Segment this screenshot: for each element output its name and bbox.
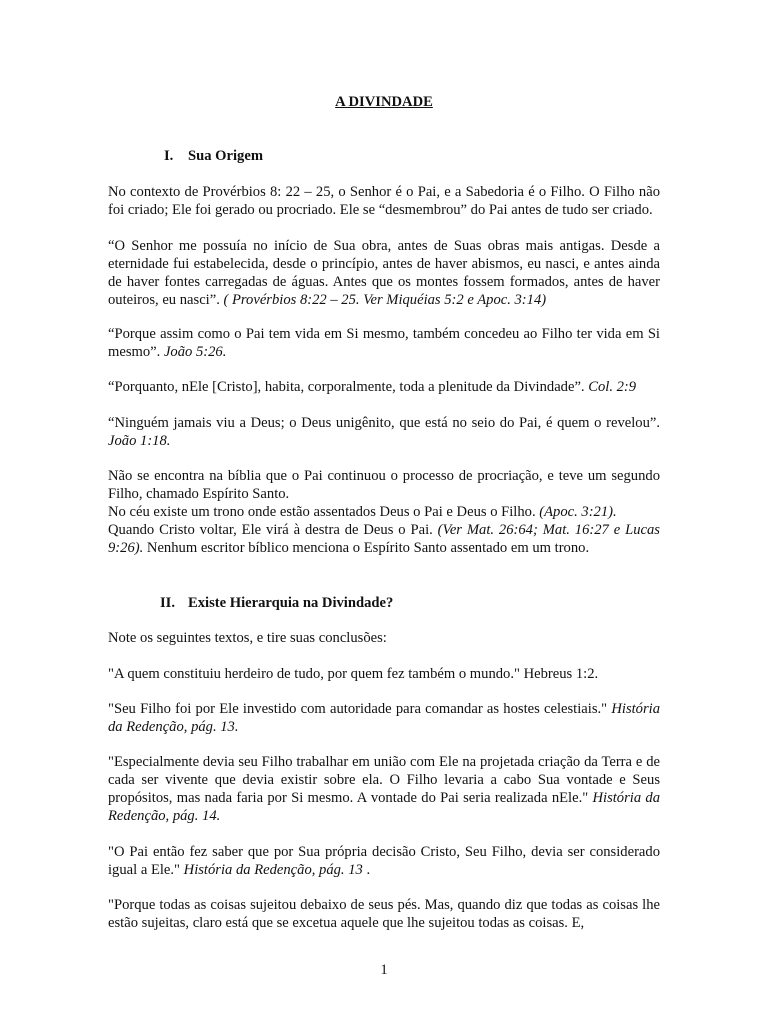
paragraph-text: .	[362, 862, 371, 878]
scripture-reference: ( Provérbios 8:22 – 25. Ver Miquéias 5:2 e Apoc. 3:14)	[223, 292, 547, 308]
paragraph-text: "Especialmente devia seu Filho trabalhar em união com Ele na projetada criação da Terra e de cada ser vivente que devia existir sobre ela. O Filho levaria a cabo Sua vontade e Seus propósitos, mas nada faria por Si mesmo. A vontade do Pai seria realizada nEle."	[108, 754, 660, 806]
paragraph	[108, 414, 660, 450]
paragraph-text: “Porque assim como o Pai tem vida em Si mesmo, também concedeu ao Filho ter vida em Si mesmo”.	[108, 326, 660, 360]
book-reference: História da Redenção, pág. 13	[183, 862, 363, 878]
paragraph-text: "Seu Filho foi por Ele investido com autoridade para comandar as hostes celestiais."	[108, 701, 612, 717]
book-reference: História da Redenção, pág. 13.	[108, 701, 660, 735]
paragraph-text: Nenhum escritor bíblico menciona o Espírito Santo assentado em um trono.	[143, 540, 590, 556]
scripture-reference: (Ver Mat. 26:64; Mat. 16:27 e Lucas 9:26).	[108, 522, 660, 556]
book-reference: História da Redenção, pág. 14.	[108, 790, 660, 824]
paragraph	[108, 183, 660, 219]
section-title: Existe Hierarquia na Divindade?	[188, 595, 394, 611]
paragraph	[108, 467, 660, 503]
paragraph-text: "Porque todas as coisas sujeitou debaixo de seus pés. Mas, quando diz que todas as coisas lhe estão sujeitas, claro está que se excetua aquele que lhe sujeitou todas as coisas. E,	[108, 897, 660, 931]
paragraph-text: “Porquanto, nEle [Cristo], habita, corporalmente, toda a plenitude da Divindade”.	[108, 379, 589, 395]
paragraph-text: "A quem constituiu herdeiro de tudo, por quem fez também o mundo." Hebreus 1:2.	[108, 666, 599, 682]
paragraph-text: Não se encontra na bíblia que o Pai continuou o processo de procriação, e teve um segundo Filho, chamado Espírito Santo.	[108, 468, 660, 502]
scripture-reference: João 1:18.	[108, 433, 171, 449]
paragraph	[108, 378, 660, 396]
section-number: I.	[164, 148, 174, 164]
paragraph-text: "O Pai então fez saber que por Sua própria decisão Cristo, Seu Filho, devia ser considerado igual a Ele."	[108, 844, 660, 878]
paragraph-text: Note os seguintes textos, e tire suas conclusões:	[108, 630, 387, 646]
paragraph	[108, 237, 660, 309]
paragraph	[108, 665, 660, 683]
section-number: II.	[160, 595, 176, 611]
paragraph-text: No céu existe um trono onde estão assentados Deus o Pai e Deus o Filho.	[108, 504, 540, 520]
paragraph-text: “Ninguém jamais viu a Deus; o Deus unigênito, que está no seio do Pai, é quem o revelou”.	[108, 415, 660, 431]
paragraph	[108, 896, 660, 932]
scripture-reference: João 5:26.	[163, 344, 227, 360]
section-title: Sua Origem	[188, 148, 263, 164]
paragraph	[108, 700, 660, 736]
scripture-reference: (Apoc. 3:21).	[539, 504, 617, 520]
paragraph-text: Quando Cristo voltar, Ele virá à destra de Deus o Pai.	[108, 522, 438, 538]
paragraph	[108, 753, 660, 825]
paragraph	[108, 521, 660, 557]
paragraph	[108, 325, 660, 361]
paragraph	[108, 503, 660, 521]
scripture-reference: Col. 2:9	[588, 379, 637, 395]
section-heading-origin	[164, 147, 263, 165]
paragraph-text: “O Senhor me possuía no início de Sua obra, antes de Suas obras mais antigas. Desde a eternidade fui estabelecida, desde o princípio, antes de haver abismos, eu nasci, e antes ainda de haver fontes carregadas de águas. Antes que os montes fossem formados, antes de haver outeiros, eu nasci”.	[108, 238, 660, 308]
paragraph	[108, 629, 660, 647]
paragraph	[108, 843, 660, 879]
paragraph-text: No contexto de Provérbios 8: 22 – 25, o Senhor é o Pai, e a Sabedoria é o Filho. O Filho não foi criado; Ele foi gerado ou procriado. Ele se “desmembrou” do Pai antes de tudo ser criado.	[108, 184, 660, 218]
page-number: 1	[380, 962, 388, 978]
section-heading-hierarchy	[160, 594, 393, 612]
document-title: A DIVINDADE	[335, 94, 433, 110]
